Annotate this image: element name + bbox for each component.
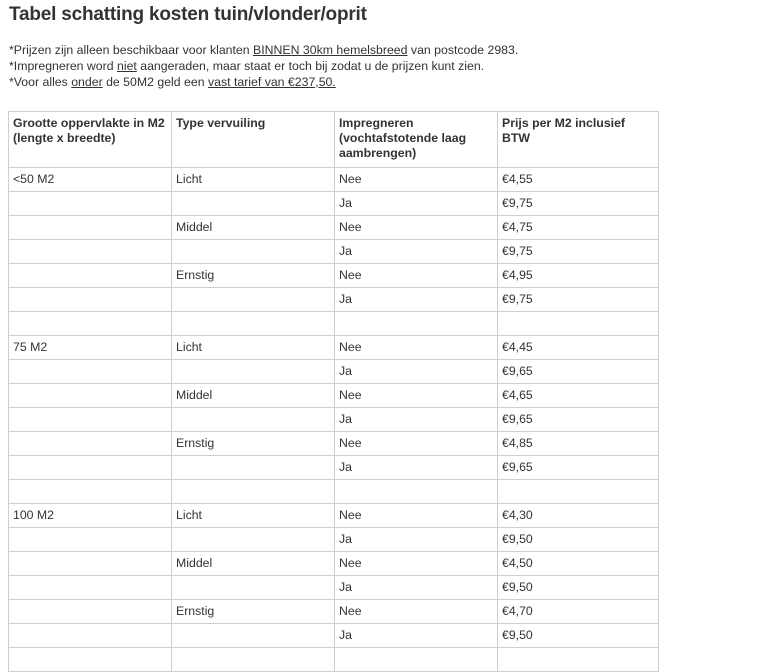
cell-price: €4,85 [498, 432, 659, 456]
table-row [9, 288, 659, 312]
cell-price: €4,95 [498, 264, 659, 288]
cell-price: €9,75 [498, 288, 659, 312]
cell-impregnate: Nee [335, 504, 498, 528]
table-row [9, 576, 659, 600]
cell-impregnate: Ja [335, 240, 498, 264]
cell-impregnate: Nee [335, 384, 498, 408]
price-table [8, 111, 659, 672]
note-emphasis-niet: niet [117, 59, 137, 73]
note-text: van postcode 2983. [407, 43, 519, 57]
note-text: de 50M2 geld een [102, 75, 208, 89]
table-row [9, 480, 659, 504]
table-row [9, 648, 659, 672]
table-row [9, 360, 659, 384]
cell-size [9, 480, 172, 504]
cell-price: €9,75 [498, 240, 659, 264]
cell-impregnate: Nee [335, 264, 498, 288]
cell-size: <50 M2 [9, 168, 172, 192]
cell-impregnate: Nee [335, 336, 498, 360]
table-row [9, 624, 659, 648]
cell-impregnate: Nee [335, 600, 498, 624]
cell-impregnate [335, 648, 498, 672]
cell-pollution-type [172, 456, 335, 480]
cell-size [9, 288, 172, 312]
cell-pollution-type [172, 576, 335, 600]
note-emphasis-tarief: vast tarief van €237,50. [207, 75, 336, 89]
cell-impregnate: Ja [335, 624, 498, 648]
cell-size [9, 216, 172, 240]
cell-size [9, 312, 172, 336]
cell-impregnate: Nee [335, 216, 498, 240]
table-row [9, 264, 659, 288]
table-row [9, 600, 659, 624]
note-text: *Prijzen zijn alleen beschikbaar voor klanten [9, 43, 254, 57]
cell-pollution-type: Licht [172, 336, 335, 360]
header-pollution-type: Type vervuiling [172, 112, 335, 168]
table-row [9, 240, 659, 264]
header-price: Prijs per M2 inclusief BTW [498, 112, 659, 168]
cell-pollution-type [172, 528, 335, 552]
cell-price [498, 648, 659, 672]
cell-pollution-type [172, 360, 335, 384]
table-row [9, 336, 659, 360]
cell-price [498, 480, 659, 504]
cell-pollution-type [172, 480, 335, 504]
table-row [9, 552, 659, 576]
cell-price: €9,50 [498, 624, 659, 648]
cell-pollution-type [172, 312, 335, 336]
cell-pollution-type: Licht [172, 168, 335, 192]
note-impregneren [9, 58, 518, 74]
cell-impregnate [335, 312, 498, 336]
cell-impregnate: Ja [335, 576, 498, 600]
cell-impregnate: Nee [335, 552, 498, 576]
cell-impregnate [335, 480, 498, 504]
table-row [9, 408, 659, 432]
cell-pollution-type [172, 408, 335, 432]
table-row [9, 312, 659, 336]
note-fixed-rate [9, 74, 518, 90]
cell-impregnate: Ja [335, 456, 498, 480]
note-region [9, 42, 518, 58]
table-row [9, 168, 659, 192]
cell-size [9, 432, 172, 456]
cell-price: €4,70 [498, 600, 659, 624]
cell-size [9, 624, 172, 648]
cell-price: €4,45 [498, 336, 659, 360]
cell-size [9, 648, 172, 672]
cell-price: €9,65 [498, 456, 659, 480]
cell-pollution-type [172, 288, 335, 312]
notes [9, 42, 518, 90]
table-row [9, 384, 659, 408]
cell-size [9, 240, 172, 264]
cell-impregnate: Nee [335, 432, 498, 456]
cell-impregnate: Ja [335, 528, 498, 552]
cell-pollution-type: Ernstig [172, 432, 335, 456]
cell-size [9, 552, 172, 576]
page-title: Tabel schatting kosten tuin/vlonder/oprit [9, 4, 367, 25]
cell-size: 75 M2 [9, 336, 172, 360]
cell-pollution-type: Middel [172, 384, 335, 408]
header-size: Grootte oppervlakte in M2 (lengte x breedte) [9, 112, 172, 168]
table-row [9, 504, 659, 528]
table-row [9, 456, 659, 480]
cell-price: €4,75 [498, 216, 659, 240]
note-text: *Voor alles [9, 75, 72, 89]
cell-size: 100 M2 [9, 504, 172, 528]
cell-size [9, 264, 172, 288]
cell-price: €4,55 [498, 168, 659, 192]
note-emphasis-radius: BINNEN 30km hemelsbreed [253, 43, 408, 57]
cell-pollution-type: Middel [172, 216, 335, 240]
cell-price: €9,75 [498, 192, 659, 216]
cell-impregnate: Nee [335, 168, 498, 192]
cell-pollution-type [172, 192, 335, 216]
cell-pollution-type: Ernstig [172, 264, 335, 288]
table-row [9, 432, 659, 456]
cell-size [9, 456, 172, 480]
cell-price: €4,50 [498, 552, 659, 576]
cell-price: €9,50 [498, 528, 659, 552]
cell-impregnate: Ja [335, 288, 498, 312]
cell-impregnate: Ja [335, 360, 498, 384]
cell-size [9, 360, 172, 384]
cell-pollution-type: Licht [172, 504, 335, 528]
note-text: aangeraden, maar staat er toch bij zodat u de prijzen kunt zien. [136, 59, 485, 73]
cell-size [9, 408, 172, 432]
cell-pollution-type [172, 240, 335, 264]
cell-price: €9,65 [498, 360, 659, 384]
cell-price: €4,65 [498, 384, 659, 408]
table-row [9, 192, 659, 216]
cell-price [498, 312, 659, 336]
table-header-row [9, 112, 659, 168]
cell-pollution-type: Ernstig [172, 600, 335, 624]
cell-size [9, 600, 172, 624]
note-text: *Impregneren word [9, 59, 117, 73]
note-emphasis-onder: onder [71, 75, 103, 89]
cell-size [9, 528, 172, 552]
cell-price: €4,30 [498, 504, 659, 528]
table-row [9, 216, 659, 240]
cell-size [9, 192, 172, 216]
cell-pollution-type [172, 624, 335, 648]
cell-size [9, 576, 172, 600]
table-body [9, 168, 659, 672]
cell-size [9, 384, 172, 408]
cell-impregnate: Ja [335, 408, 498, 432]
header-impregnate: Impregneren (vochtafstotende laag aambrengen) [335, 112, 498, 168]
cell-pollution-type [172, 648, 335, 672]
cell-price: €9,50 [498, 576, 659, 600]
table-row [9, 528, 659, 552]
cell-price: €9,65 [498, 408, 659, 432]
cell-pollution-type: Middel [172, 552, 335, 576]
cell-impregnate: Ja [335, 192, 498, 216]
